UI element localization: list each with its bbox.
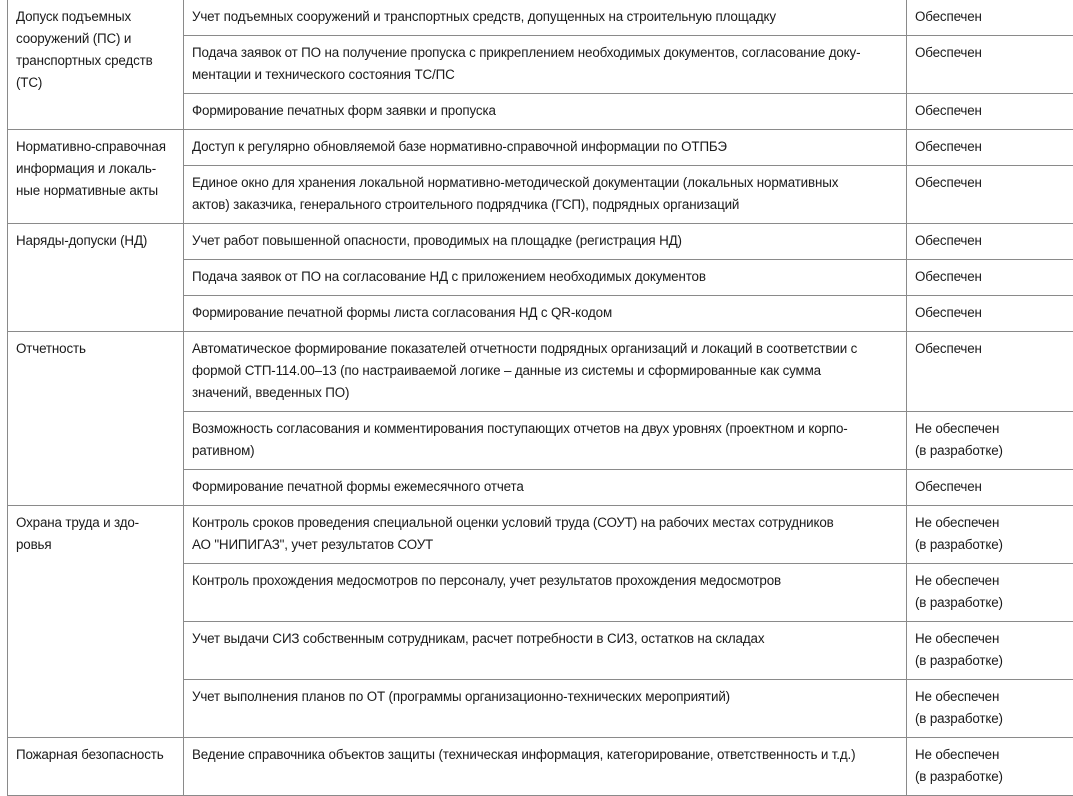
function-text: Формирование печатной формы ежемесячного отчета <box>192 476 900 498</box>
table-row <box>8 332 1073 412</box>
status-cell <box>907 622 1073 680</box>
status-text: Не обеспечен (в разработке) <box>915 686 1068 730</box>
function-cell <box>184 94 907 130</box>
status-cell <box>907 94 1073 130</box>
table-body <box>8 0 1073 796</box>
category-cell <box>8 506 184 738</box>
function-cell <box>184 470 907 506</box>
status-text: Обеспечен <box>915 136 1068 158</box>
status-cell <box>907 680 1073 738</box>
category-label: Нормативно-справочная информация и локаль- ные нормативные акты <box>16 136 177 202</box>
status-text: Обеспечен <box>915 100 1068 122</box>
function-text: Единое окно для хранения локальной нормативно-методической документации (локальных нормативных актов) заказчика, генерального строительного подрядчика (ГСП), подрядных организаций <box>192 172 900 216</box>
status-cell <box>907 130 1073 166</box>
function-cell <box>184 412 907 470</box>
function-text: Формирование печатных форм заявки и пропуска <box>192 100 900 122</box>
function-text: Подача заявок от ПО на получение пропуска с прикреплением необходимых документов, согласование доку- ментации и технического состояния ТС/ПС <box>192 42 900 86</box>
function-cell <box>184 622 907 680</box>
status-cell <box>907 166 1073 224</box>
function-text: Учет работ повышенной опасности, проводимых на площадке (регистрация НД) <box>192 230 900 252</box>
category-cell <box>8 332 184 506</box>
status-text: Обеспечен <box>915 42 1068 64</box>
table-row <box>8 130 1073 166</box>
status-text: Не обеспечен (в разработке) <box>915 570 1068 614</box>
category-cell <box>8 224 184 332</box>
status-cell <box>907 564 1073 622</box>
status-cell <box>907 332 1073 412</box>
function-text: Контроль сроков проведения специальной оценки условий труда (СОУТ) на рабочих местах сотрудников АО "НИПИГАЗ", учет результатов СОУТ <box>192 512 900 556</box>
status-cell <box>907 260 1073 296</box>
status-text: Обеспечен <box>915 172 1068 194</box>
category-cell <box>8 0 184 130</box>
function-cell <box>184 260 907 296</box>
status-cell <box>907 296 1073 332</box>
status-text: Не обеспечен (в разработке) <box>915 418 1068 462</box>
function-text: Автоматическое формирование показателей отчетности подрядных организаций и локаций в соответствии с формой СТП-114.00–13 (по настраиваемой логике – данные из системы и сформированные как сумма значений, введенных ПО) <box>192 338 900 404</box>
function-cell <box>184 332 907 412</box>
table-row <box>8 224 1073 260</box>
function-cell <box>184 224 907 260</box>
category-label: Охрана труда и здо- ровья <box>16 512 177 556</box>
function-text: Формирование печатной формы листа согласования НД с QR-кодом <box>192 302 900 324</box>
function-cell <box>184 166 907 224</box>
function-text: Учет выполнения планов по ОТ (программы организационно-технических мероприятий) <box>192 686 900 708</box>
status-text: Не обеспечен (в разработке) <box>915 628 1068 672</box>
category-label: Отчетность <box>16 338 177 360</box>
function-text: Ведение справочника объектов защиты (техническая информация, категорирование, ответственность и т.д.) <box>192 744 900 766</box>
status-text: Не обеспечен (в разработке) <box>915 744 1068 788</box>
status-cell <box>907 224 1073 260</box>
status-text: Обеспечен <box>915 302 1068 324</box>
category-label: Наряды-допуски (НД) <box>16 230 177 252</box>
function-cell <box>184 130 907 166</box>
status-cell <box>907 738 1073 796</box>
status-text: Не обеспечен (в разработке) <box>915 512 1068 556</box>
function-cell <box>184 0 907 36</box>
category-cell <box>8 130 184 224</box>
table-row <box>8 506 1073 564</box>
table-row <box>8 738 1073 796</box>
function-cell <box>184 738 907 796</box>
status-text: Обеспечен <box>915 230 1068 252</box>
function-cell <box>184 36 907 94</box>
status-cell <box>907 470 1073 506</box>
function-cell <box>184 680 907 738</box>
function-text: Подача заявок от ПО на согласование НД с приложением необходимых документов <box>192 266 900 288</box>
status-cell <box>907 412 1073 470</box>
status-cell <box>907 0 1073 36</box>
category-label: Допуск подъемных сооружений (ПС) и транспортных средств (ТС) <box>16 6 177 94</box>
status-text: Обеспечен <box>915 266 1068 288</box>
function-text: Учет подъемных сооружений и транспортных средств, допущенных на строительную площадку <box>192 6 900 28</box>
status-text: Обеспечен <box>915 6 1068 28</box>
function-text: Контроль прохождения медосмотров по персоналу, учет результатов прохождения медосмотров <box>192 570 900 592</box>
function-text: Доступ к регулярно обновляемой базе нормативно-справочной информации по ОТПБЭ <box>192 136 900 158</box>
status-text: Обеспечен <box>915 476 1068 498</box>
status-text: Обеспечен <box>915 338 1068 360</box>
table-row <box>8 0 1073 36</box>
function-text: Возможность согласования и комментирования поступающих отчетов на двух уровнях (проектном и корпо- ративном) <box>192 418 900 462</box>
status-cell <box>907 506 1073 564</box>
category-label: Пожарная безопасность <box>16 744 177 766</box>
function-cell <box>184 564 907 622</box>
function-text: Учет выдачи СИЗ собственным сотрудникам, расчет потребности в СИЗ, остатков на складах <box>192 628 900 650</box>
status-cell <box>907 36 1073 94</box>
category-cell <box>8 738 184 796</box>
function-cell <box>184 296 907 332</box>
requirements-table <box>7 0 1073 796</box>
function-cell <box>184 506 907 564</box>
